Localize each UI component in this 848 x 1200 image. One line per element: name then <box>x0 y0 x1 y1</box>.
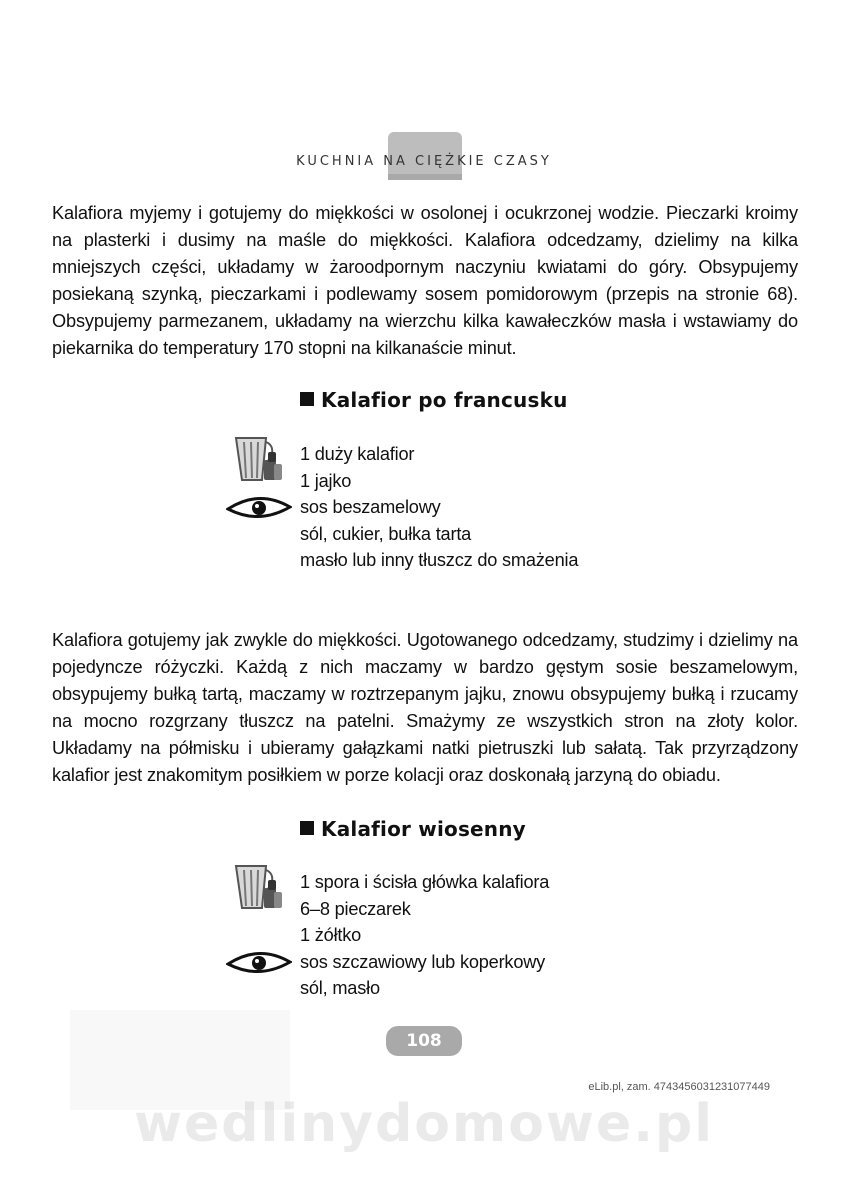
recipe-title <box>300 388 568 412</box>
header-rule <box>388 174 462 180</box>
ingredient-item: sól, masło <box>300 978 380 998</box>
square-bullet-icon <box>300 392 314 406</box>
measuring-jug-icon <box>232 862 284 912</box>
ingredient-item: 1 spora i ścisła główka kalafiora <box>300 872 550 892</box>
ingredient-item: 1 żółtko <box>300 925 362 945</box>
ingredient-item: 1 jajko <box>300 470 352 491</box>
ingredient-list <box>300 441 578 574</box>
ingredient-item: 1 duży kalafior <box>300 444 415 464</box>
ingredient-item: sól, cukier, bułka tarta <box>300 523 472 544</box>
square-bullet-icon <box>300 821 314 835</box>
ingredient-item: sos szczawiowy lub koperkowy <box>300 951 546 972</box>
watermark: wedlinydomowe.pl <box>133 1094 715 1154</box>
ingredient-item: sos beszamelowy <box>300 497 441 517</box>
ingredient-item: masło lub inny tłuszcz do smażenia <box>300 550 579 570</box>
running-head: KUCHNIA NA CIĘŻKIE CZASY <box>296 154 552 169</box>
elib-note: eLib.pl, zam. 4743456031231077449 <box>588 1081 770 1093</box>
measuring-jug-icon <box>232 434 284 484</box>
recipe-title-text: Kalafior wiosenny <box>321 817 526 841</box>
ingredient-item: 6–8 pieczarek <box>300 898 411 919</box>
paragraph-intro: Kalafiora myjemy i gotujemy do miękkości w osolonej i ocukrzonej wodzie. Pieczarki kroimy na plasterki i dusimy na maśle do miękkości. Kalafiora odcedzamy, dzielimy na kilka mniejszych części, układamy w żaroodpornym naczyniu kwiatami do góry. Obsypujemy posiekaną szynką, pieczarkami i podlewamy sosem pomidorowym (przepis na stronie 68). Obsypujemy parmezanem, układamy na wierzchu kilka kawałeczków masła i wstawiamy do piekarnika do temperatury 170 stopni na kilkanaście minut. <box>52 203 798 358</box>
eye-icon <box>226 495 292 521</box>
page-number: 108 <box>386 1026 462 1056</box>
paragraph-method: Kalafiora gotujemy jak zwykle do miękkości. Ugotowanego odcedzamy, studzimy i dzielimy na pojedyncze różyczki. Każdą z nich maczamy w bardzo gęstym sosie beszamelowym, obsypujemy bułką tartą, maczamy w roztrzepanym jajku, znowu obsypujemy bułką i rzucamy na mocno rozgrzany tłuszcz na patelni. Smażymy ze wszystkich stron na złoty kolor. Układamy na półmisku i ubieramy gałązkami natki pietruszki lub sałatą. Tak przyrządzony kalafior jest znakomitym posiłkiem w porze kolacji oraz doskonałą jarzyną do obiadu. <box>52 630 798 785</box>
ingredient-list <box>300 869 549 1002</box>
recipe-title-text: Kalafior po francusku <box>321 388 568 412</box>
recipe-title <box>300 817 526 841</box>
eye-icon <box>226 950 292 976</box>
